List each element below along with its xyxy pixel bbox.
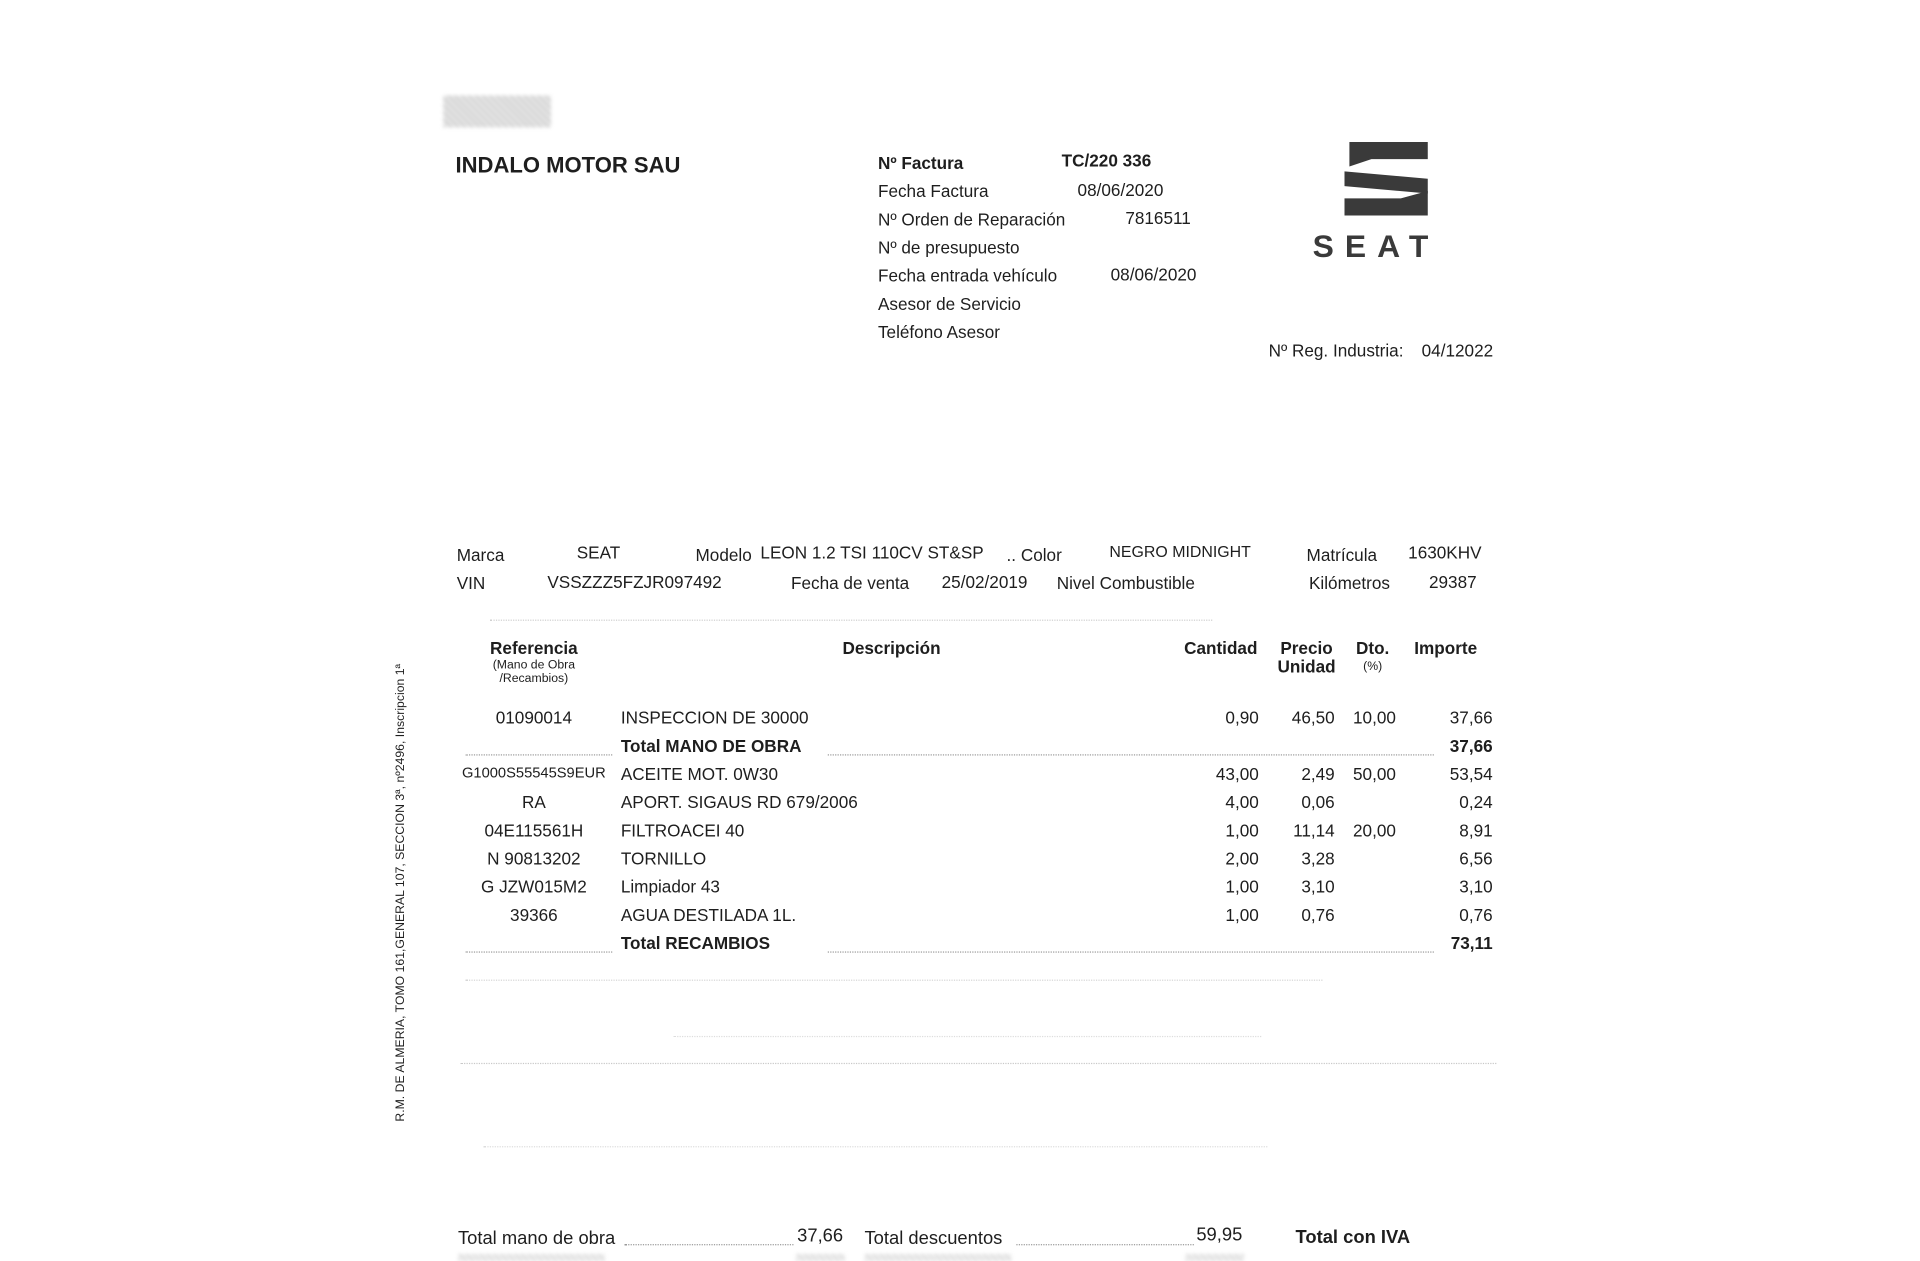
ref-header: Referencia bbox=[490, 637, 578, 658]
row-quantity: 1,00 bbox=[1225, 876, 1259, 897]
row-amount: 37,66 bbox=[1449, 707, 1493, 728]
row-reference: 01090014 bbox=[495, 707, 573, 728]
brand-label: Marca bbox=[456, 544, 505, 565]
color-label: .. Color bbox=[1006, 544, 1062, 565]
row-unit-price: 0,76 bbox=[1301, 904, 1335, 925]
model-label: Modelo bbox=[695, 544, 752, 565]
km-label: Kilómetros bbox=[1308, 573, 1390, 593]
invoice-date-value: 08/06/2020 bbox=[1077, 180, 1164, 200]
row-quantity: 1,00 bbox=[1225, 904, 1259, 925]
fuel-level-label: Nivel Combustible bbox=[1056, 573, 1195, 593]
unit-price-header: Precio Unidad bbox=[1277, 637, 1336, 676]
row-amount: 0,24 bbox=[1459, 792, 1493, 812]
quantity-header: Cantidad bbox=[1184, 637, 1258, 658]
row-unit-price: 0,06 bbox=[1301, 792, 1335, 812]
row-reference: 39366 bbox=[510, 904, 558, 925]
divider bbox=[828, 951, 1434, 952]
row-discount: 50,00 bbox=[1353, 764, 1396, 784]
row-unit-price: 3,10 bbox=[1301, 876, 1335, 897]
row-description: AGUA DESTILADA 1L. bbox=[620, 904, 797, 925]
row-amount: 73,11 bbox=[1450, 933, 1493, 953]
invoice-number-label: Nº Factura bbox=[877, 153, 964, 173]
repair-order-label: Nº Orden de Reparación bbox=[877, 209, 1066, 229]
budget-number-label: Nº de presupuesto bbox=[877, 237, 1020, 258]
row-unit-price: 11,14 bbox=[1293, 820, 1335, 841]
row-description: Total RECAMBIOS bbox=[620, 933, 771, 953]
divider bbox=[484, 1146, 1268, 1147]
divider bbox=[490, 620, 1212, 621]
divider bbox=[828, 754, 1434, 755]
total-labor-label: Total mano de obra bbox=[457, 1228, 616, 1249]
row-quantity: 0,90 bbox=[1225, 707, 1259, 728]
row-unit-price: 3,28 bbox=[1301, 848, 1335, 869]
divider bbox=[465, 754, 612, 755]
total-discounts-value: 59,95 bbox=[1196, 1224, 1243, 1246]
divider bbox=[465, 980, 1322, 981]
row-quantity: 2,00 bbox=[1225, 848, 1259, 869]
divider bbox=[624, 1244, 793, 1245]
row-reference: 04E115561H bbox=[484, 820, 584, 841]
advisor-phone-label: Teléfono Asesor bbox=[877, 322, 1000, 342]
vin-value: VSSZZZ5FZJR097492 bbox=[547, 571, 722, 592]
row-description: INSPECCION DE 30000 bbox=[620, 707, 809, 728]
row-amount: 53,54 bbox=[1449, 764, 1493, 784]
total-discounts-label: Total descuentos bbox=[864, 1228, 1003, 1249]
row-quantity: 4,00 bbox=[1225, 792, 1259, 812]
row-amount: 0,76 bbox=[1459, 904, 1493, 925]
row-quantity: 1,00 bbox=[1225, 820, 1259, 841]
row-amount: 37,66 bbox=[1449, 735, 1493, 756]
registry-side-text: R.M. DE ALMERIA, TOMO 161,GENERAL 107, SECCION 3ª, nº2496, Inscripcion 1ª bbox=[394, 663, 408, 1122]
service-advisor-label: Asesor de Servicio bbox=[877, 293, 1021, 314]
seat-logo-text: SEAT bbox=[1312, 227, 1440, 265]
plate-value: 1630KHV bbox=[1408, 542, 1482, 563]
row-discount: 10,00 bbox=[1353, 707, 1396, 728]
sale-date-value: 25/02/2019 bbox=[941, 571, 1028, 592]
total-labor-value: 37,66 bbox=[797, 1225, 844, 1247]
row-description: TORNILLO bbox=[620, 848, 707, 869]
row-description: ACEITE MOT. 0W30 bbox=[620, 764, 778, 784]
discount-header: Dto. bbox=[1355, 637, 1390, 658]
row-amount: 3,10 bbox=[1459, 876, 1493, 897]
description-header: Descripción bbox=[842, 637, 941, 658]
total-with-vat-label: Total con IVA bbox=[1295, 1226, 1411, 1248]
invoice-date-label: Fecha Factura bbox=[877, 181, 989, 201]
seat-logo-icon bbox=[1342, 140, 1430, 218]
row-description: APORT. SIGAUS RD 679/2006 bbox=[620, 792, 858, 812]
row-description: Limpiador 43 bbox=[620, 876, 720, 897]
row-description: FILTROACEI 40 bbox=[620, 820, 745, 841]
amount-header: Importe bbox=[1414, 637, 1478, 658]
discount-subheader: (%) bbox=[1363, 660, 1383, 674]
row-amount: 6,56 bbox=[1459, 848, 1493, 869]
divider bbox=[460, 1063, 1496, 1064]
model-value: LEON 1.2 TSI 110CV ST&SP bbox=[760, 542, 984, 563]
row-quantity: 43,00 bbox=[1215, 764, 1259, 784]
vehicle-entry-date-label: Fecha entrada vehículo bbox=[877, 265, 1058, 286]
brand-value: SEAT bbox=[576, 542, 621, 563]
company-name: INDALO MOTOR SAU bbox=[455, 153, 681, 178]
row-reference: G JZW015M2 bbox=[480, 876, 587, 897]
color-value: NEGRO MIDNIGHT bbox=[1109, 542, 1251, 561]
row-unit-price: 2,49 bbox=[1301, 764, 1335, 784]
divider bbox=[673, 1036, 1261, 1037]
sale-date-label: Fecha de venta bbox=[791, 573, 910, 593]
row-unit-price: 46,50 bbox=[1291, 707, 1335, 728]
row-reference: G1000S55545S9EUR bbox=[461, 764, 606, 782]
vin-label: VIN bbox=[456, 573, 486, 593]
invoice-number-value: TC/220 336 bbox=[1061, 150, 1152, 171]
plate-label: Matrícula bbox=[1306, 544, 1378, 565]
vehicle-entry-date-value: 08/06/2020 bbox=[1110, 264, 1197, 285]
divider bbox=[1016, 1244, 1194, 1245]
divider bbox=[465, 951, 612, 952]
row-amount: 8,91 bbox=[1459, 820, 1493, 841]
redacted-stamp bbox=[443, 96, 551, 128]
row-discount: 20,00 bbox=[1353, 820, 1396, 841]
registry-label: Nº Reg. Industria: bbox=[1268, 340, 1404, 361]
row-description: Total MANO DE OBRA bbox=[620, 735, 802, 756]
km-value: 29387 bbox=[1428, 571, 1477, 592]
ref-subheader: (Mano de Obra /Recambios) bbox=[492, 658, 576, 686]
registry-value: 04/12022 bbox=[1421, 340, 1494, 361]
row-reference: N 90813202 bbox=[487, 848, 581, 869]
row-reference: RA bbox=[521, 792, 546, 812]
repair-order-value: 7816511 bbox=[1125, 208, 1191, 228]
